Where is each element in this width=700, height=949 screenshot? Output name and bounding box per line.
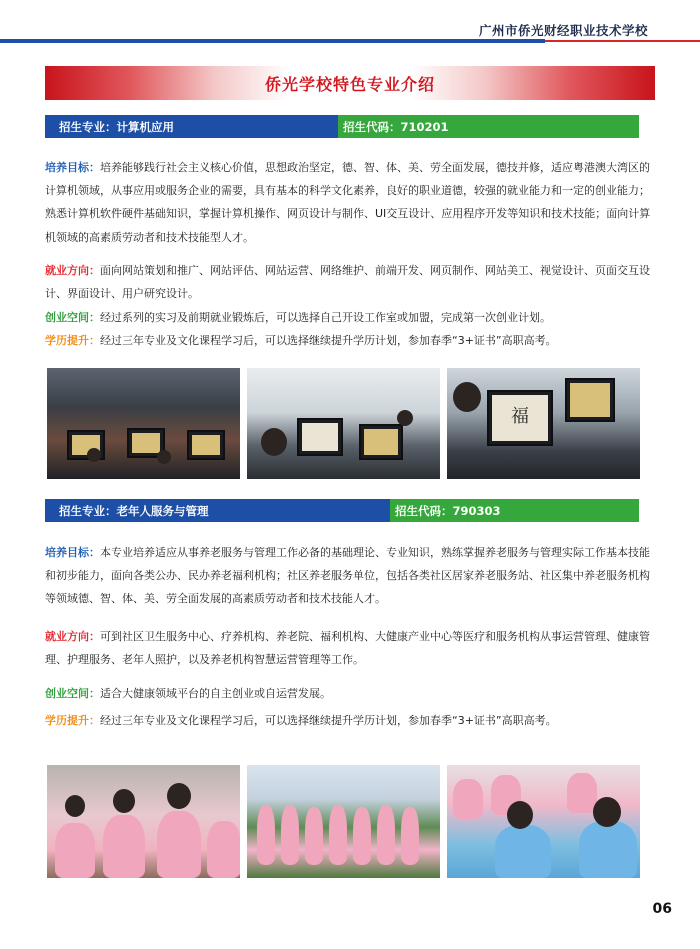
computer-lab-photo-3 [447, 368, 640, 479]
header-rule-red [545, 40, 700, 42]
section-tag: 培养目标： [45, 161, 100, 174]
section-tag: 就业方向： [45, 630, 100, 643]
section-tag: 创业空间： [45, 687, 100, 700]
nursing-class-photo-1 [47, 765, 240, 878]
major-bar-elderly-care [45, 499, 639, 522]
nursing-class-photo-2 [447, 765, 640, 878]
section-text: 可到社区卫生服务中心、疗养机构、养老院、福利机构、大健康产业中心等医疗和服务机构从事运营管理、健康管理、护理服务、老年人照护，以及养老机构智慧运营管理等工作。 [45, 630, 650, 667]
major1-education-upgrade [45, 329, 657, 352]
section-tag: 学历提升： [45, 334, 100, 347]
title-banner [45, 66, 655, 100]
major1-employment [45, 259, 657, 305]
major2-education-upgrade [45, 709, 657, 732]
section-tag: 培养目标： [45, 546, 100, 559]
major1-entrepreneurship [45, 306, 657, 329]
major-bar-computer [45, 115, 639, 138]
section-tag: 学历提升： [45, 714, 100, 727]
page-number: 06 [652, 901, 672, 917]
major-name-label: 招生专业：计算机应用 [59, 120, 174, 134]
section-text: 面向网站策划和推广、网站评估、网站运营、网络维护、前端开发、网页制作、网站美工、视觉设计、页面交互设计、界面设计、用户研究设计。 [45, 264, 650, 301]
major1-training-goal [45, 156, 657, 249]
major2-training-goal [45, 541, 657, 611]
major-code-label: 招生代码：790303 [395, 504, 501, 518]
page-title: 侨光学校特色专业介绍 [264, 75, 435, 94]
section-tag: 就业方向： [45, 264, 100, 277]
section-text: 培养能够践行社会主义核心价值，思想政治坚定，德、智、体、美、劳全面发展，德技并修，适应粤港澳大湾区的计算机领域，从事应用或服务企业的需要，具有基本的科学文化素养，良好的职业道德，较强的就业能力和一定的创业能力；熟悉计算机软件硬件基础知识，掌握计算机操作、网页设计与制作、UI交互设计、应用程序开发等知识和技术技能；面向计算机领域的高素质劳动者和技术技能型人才。 [45, 161, 651, 244]
nursing-students-group-photo [247, 765, 440, 878]
major2-entrepreneurship [45, 682, 657, 705]
computer-lab-photo-2 [247, 368, 440, 479]
calligraphy-screen: 福 [492, 395, 548, 441]
major-code-label: 招生代码：710201 [343, 120, 449, 134]
section-text: 经过系列的实习及前期就业锻炼后，可以选择自己开设工作室或加盟，完成第一次创业计划。 [100, 311, 551, 324]
section-text: 适合大健康领域平台的自主创业或自运营发展。 [100, 687, 331, 700]
major2-employment [45, 625, 657, 671]
header-rule-blue [0, 39, 545, 43]
section-text: 本专业培养适应从事养老服务与管理工作必备的基础理论、专业知识，熟练掌握养老服务与管理实际工作基本技能和初步能力，面向各类公办、民办养老福利机构；社区养老服务单位，包括各类社区居家养老服务站、社区集中养老服务机构等领域德、智、体、美、劳全面发展的高素质劳动者和技术技能人才。 [45, 546, 650, 606]
section-text: 经过三年专业及文化课程学习后，可以选择继续提升学历计划，参加春季“3+证书”高职高考。 [100, 714, 557, 727]
school-name: 广州市侨光财经职业技术学校 [478, 23, 648, 38]
section-text: 经过三年专业及文化课程学习后，可以选择继续提升学历计划，参加春季“3+证书”高职高考。 [100, 334, 557, 347]
computer-lab-photo-1 [47, 368, 240, 479]
major-name-label: 招生专业：老年人服务与管理 [59, 504, 209, 518]
section-tag: 创业空间： [45, 311, 100, 324]
